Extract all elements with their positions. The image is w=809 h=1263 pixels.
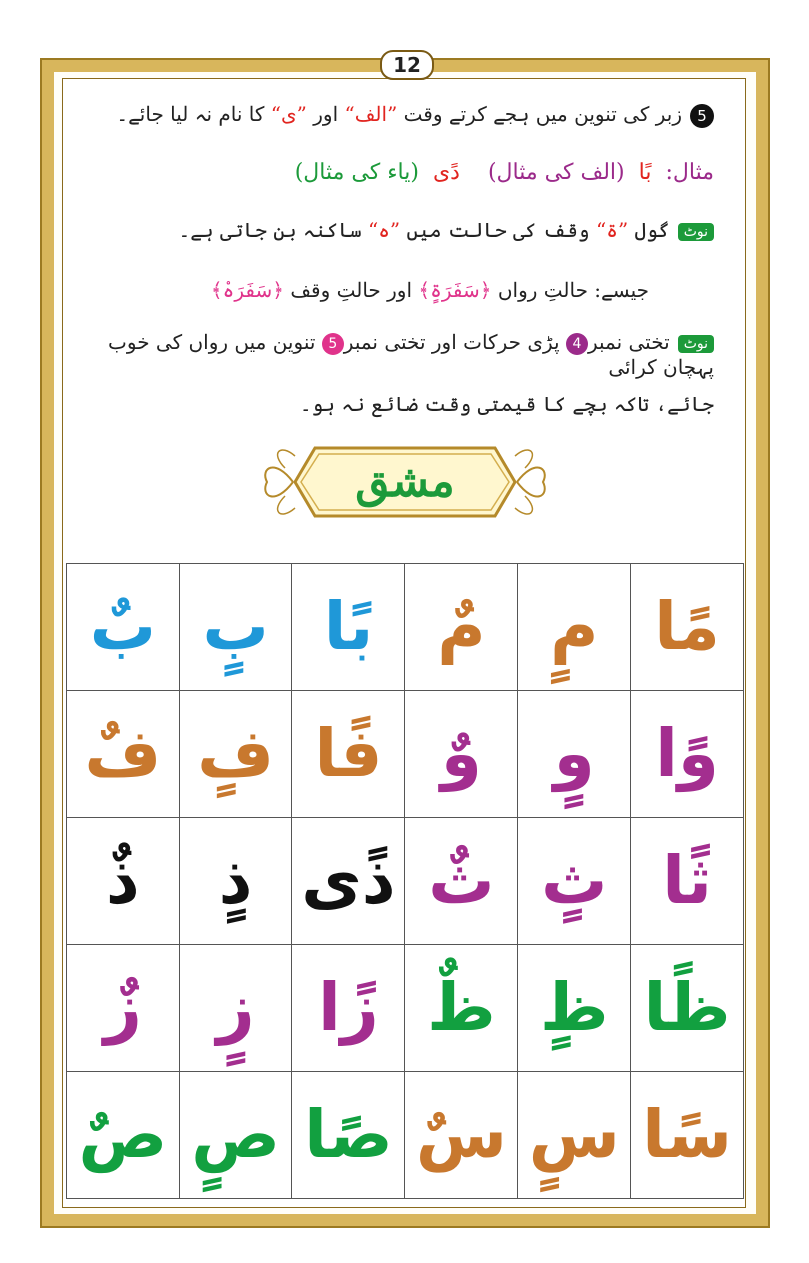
letter-cell: وًا bbox=[631, 691, 744, 818]
letter-cell: ثٍ bbox=[518, 818, 631, 945]
note-text: ساکنہ بن جاتی ہے۔ bbox=[178, 218, 368, 242]
note-2 bbox=[94, 330, 714, 379]
rule-5 bbox=[94, 102, 714, 128]
note-text: تنوین میں رواں کی خوب پہچان کرائی bbox=[108, 330, 714, 379]
letter-cell: زٍ bbox=[179, 945, 292, 1072]
letter-cell: بٍ bbox=[179, 564, 292, 691]
letter-cell: ظًا bbox=[631, 945, 744, 1072]
example-note: (الف کی مثال) bbox=[487, 160, 625, 185]
note-text: پڑی حرکات اور تختی نمبر bbox=[343, 330, 566, 354]
note-badge: نوٹ bbox=[678, 223, 714, 241]
taa-letter: ”ۃ“ bbox=[596, 218, 629, 242]
letter-cell: ذًی bbox=[292, 818, 405, 945]
letter-cell: مٌ bbox=[405, 564, 518, 691]
letter-cell: زًا bbox=[292, 945, 405, 1072]
rule-text: زبر کی تنوین میں ہجے کرتے وقت bbox=[397, 102, 682, 126]
rule-number-badge: 5 bbox=[690, 104, 714, 128]
grid-row bbox=[67, 564, 744, 691]
rule-text: اور bbox=[306, 102, 345, 126]
letter-cell: مٍ bbox=[518, 564, 631, 691]
letter-cell: وٍ bbox=[518, 691, 631, 818]
number-circle: 4 bbox=[566, 333, 588, 355]
letter-cell: مًا bbox=[631, 564, 744, 691]
letter-cell: سٍ bbox=[518, 1072, 631, 1199]
letter-cell: صٌ bbox=[67, 1072, 180, 1199]
letter-cell: ذٍ bbox=[179, 818, 292, 945]
number-circle: 5 bbox=[322, 333, 344, 355]
letter-cell: ثٌ bbox=[405, 818, 518, 945]
grid-row bbox=[67, 691, 744, 818]
note-2-continued: جائے، تاکہ بچے کا قیمتی وقت ضائع نہ ہو۔ bbox=[299, 392, 714, 416]
letter-cell: فٍ bbox=[179, 691, 292, 818]
letter-cell: فًا bbox=[292, 691, 405, 818]
rule-text: کا نام نہ لیا جائے۔ bbox=[116, 102, 271, 126]
letter-cell: صٍ bbox=[179, 1072, 292, 1199]
ha-letter: ”ہ“ bbox=[367, 218, 401, 242]
example-label: مثال: bbox=[665, 160, 714, 185]
practice-grid bbox=[66, 563, 744, 1199]
mashq-title: مشق bbox=[355, 456, 455, 507]
example-text: اور حالتِ وقف bbox=[283, 278, 419, 302]
grid-row bbox=[67, 945, 744, 1072]
letter-cell: ثًا bbox=[631, 818, 744, 945]
letter-cell: وٌ bbox=[405, 691, 518, 818]
letter-cell: سًا bbox=[631, 1072, 744, 1199]
letter-cell: بٌ bbox=[67, 564, 180, 691]
letter-cell: سٌ bbox=[405, 1072, 518, 1199]
alif-word: ”الف“ bbox=[344, 102, 398, 126]
example-note: (یاء کی مثال) bbox=[294, 160, 419, 185]
grid-row bbox=[67, 1072, 744, 1199]
note-badge: نوٹ bbox=[678, 335, 714, 353]
note-1 bbox=[94, 218, 714, 242]
letter-cell: زٌ bbox=[67, 945, 180, 1072]
example-word: بًا bbox=[638, 160, 652, 185]
ye-word: ”ی“ bbox=[270, 102, 307, 126]
grid-row bbox=[67, 818, 744, 945]
example-word: دًی bbox=[432, 160, 460, 185]
note-text: گول bbox=[628, 218, 670, 242]
letter-cell: بًا bbox=[292, 564, 405, 691]
letter-cell: ظٌ bbox=[405, 945, 518, 1072]
example-2 bbox=[89, 278, 649, 302]
letter-cell: ظٍ bbox=[518, 945, 631, 1072]
example-word: ﴿سَفَرَۃٍ﴾ bbox=[418, 278, 492, 302]
page-number: 12 bbox=[380, 50, 434, 80]
letter-cell: صًا bbox=[292, 1072, 405, 1199]
note-text: تختی نمبر bbox=[587, 330, 670, 354]
example-1 bbox=[94, 160, 714, 185]
letter-cell: ذٌ bbox=[67, 818, 180, 945]
note-text: وقف کی حالت میں bbox=[400, 218, 596, 242]
example-text: جیسے: حالتِ رواں bbox=[491, 278, 649, 302]
example-word: ﴿سَفَرَہْ﴾ bbox=[210, 278, 284, 302]
mashq-banner bbox=[255, 438, 555, 526]
letter-cell: فٌ bbox=[67, 691, 180, 818]
